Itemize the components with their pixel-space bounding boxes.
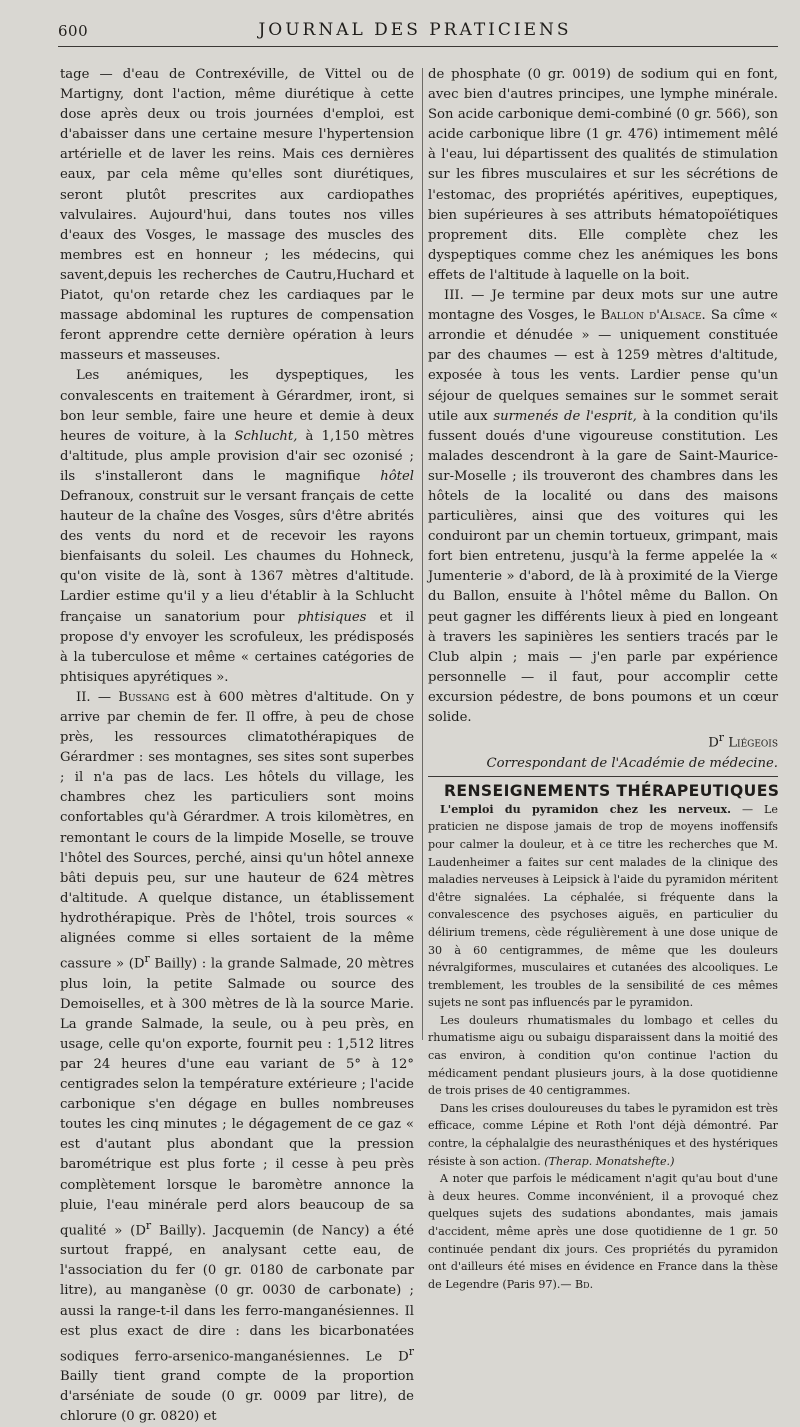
journal-title: JOURNAL DES PRATICIENS bbox=[258, 20, 572, 40]
section-title: RENSEIGNEMENTS THÉRAPEUTIQUES bbox=[444, 781, 780, 800]
text-run: Defranoux, construit sur le versant français de cette hauteur de la chaîne des Vosges, sûrs d'être abrités des vents du nord et de recevoir les rayons bienfaisants du soleil. Les chaumes du Hohneck, qu'on visite de là, sont à 1367 mètres d'altitude. Lardier estime qu'il y a lieu d'établir à la Schlucht française un sanatorium pour bbox=[60, 488, 414, 625]
place-name: Ballon d'Alsace. bbox=[600, 308, 706, 324]
paragraph-pyramidon bbox=[428, 801, 778, 1012]
header-rule bbox=[58, 46, 778, 47]
text-run: Bailly tient grand compte de la proportion d'arséniate de soude (0 gr. 0009 par litre), de chlorure (0 gr. 0820) et bbox=[60, 1369, 414, 1425]
text-run: Les anémiques, les dyspeptiques, les convalescents en traitement à Gérardmer, iront, si bon leur semble, faire une heure et demie à deux heures de voiture, à la bbox=[60, 368, 414, 444]
text-run: Bailly) : la grande Salmade, 20 mètres plus loin, la petite Salmade ou source des Demoiselles, et à 300 mètres de là la source Marie. La grande Salmade, la seule, ou à peu près, en usage, celle qu'on exporte, fournit peu : 1,512 litres par 24 heures d'une eau variant de 5° à 12° centigrades selon la température extérieure ; l'acide carbonique s'en dégage en bulles nombreuses toutes les cinq minutes ; le dégagement de ce gaz « est d'autant plus abondant que la pression barométrique est plus forte ; il cesse à peu près complètement lorsque le baromètre annonce la pluie, l'eau minérale perd alors beaucoup de sa qualité » (D bbox=[60, 956, 414, 1239]
section-number: II. — bbox=[76, 689, 119, 705]
text-run: tage — d'eau de Contrexéville, de Vittel ou de Martigny, dont l'action, même diurétique à cette dose après deux ou trois journées d'emploi, est d'abaisser dans une certaine mesure l'hypertension artérielle et de laver les reins. Mais ces dernières eaux, par cela même qu'elles sont diurétiques, seront plutôt prescrites aux cardiopathes valvulaires. Aujourd'hui, dans toutes nos villes d'eaux des Vosges, le massage des muscles des membres est en honneur ; les médecins, qui savent,depuis les recherches de Cautru,Huchard et Piatot, qu'on retarde chez les cardiaques par le massage abdominal les ruptures de compensation feront apprendre cette dernière opération à leurs masseurs et masseuses. bbox=[60, 67, 414, 364]
text-run: est à 600 mètres d'altitude. On y arrive par chemin de fer. Il offre, à peu de chose près, les ressources climatothérapiques de Gérardmer : ses montagnes, ses sites sont superbes ; il n'a pas de lacs. Les hôtels du village, les chambres chez les particuliers sont moins confortables qu'à Gérardmer. A trois kilomètres, en remontant le cours de la limpide Moselle, se trouve l'hôtel des Sources, perché, ainsi qu'un hôtel annexe bâti depuis peu, sur une hauteur de 624 mètres d'altitude. A quelque distance, un établissement hydrothérapique. Près de l'hôtel, trois sources « alignées comme si elles sortaient de la même cassure » (D bbox=[60, 689, 414, 972]
text-run: — Le praticien ne dispose jamais de trop de moyens inoffensifs pour calmer la douleur, et à ce titre les recherches que M. Laudenheimer a faites sur cent malades de la clinique des maladies nerveuses à Leipsick à l'aide du pyramidon méritent d'être signalées. La céphalée, si fréquente dans la convalescence des psychoses aiguës, en particulier du délirium tremens, cède régulièrement à une dose unique de 30 à 60 centigrammes, de même que les douleurs névralgiformes, musculaires et cutanées des alcooliques. Le tremblement, les troubles de la sensibilité de ces mêmes sujets ne sont pas influencés par le pyramidon. bbox=[428, 802, 778, 1010]
italic-term: Schlucht, bbox=[234, 428, 298, 444]
text-run: III. — Je termine par deux mots sur une autre montagne des Vosges, le bbox=[428, 288, 778, 324]
paragraph-tabes bbox=[428, 1100, 778, 1170]
superscript: r bbox=[145, 1218, 152, 1232]
superscript: r bbox=[144, 952, 150, 966]
author-title: Correspondant de l'Académie de médecine. bbox=[486, 755, 778, 771]
paragraph-gerardmer bbox=[60, 366, 414, 688]
superscript: r bbox=[408, 1344, 414, 1358]
paragraph-ballon bbox=[428, 286, 778, 728]
section-rule bbox=[428, 776, 778, 777]
page-number: 600 bbox=[58, 22, 89, 40]
text-run: à 1,150 mètres d'altitude, plus ample provision d'air sec ozonisé ; ils s'installeront dans le magnifique bbox=[60, 428, 414, 484]
right-column bbox=[428, 65, 778, 1293]
text-run: et il propose d'y envoyer les scrofuleux, les prédisposés à la tuberculose et même « certaines catégories de phtisiques apyrétiques ». bbox=[60, 609, 414, 685]
text-run: Bailly). Jacquemin (de Nancy) a été surtout frappé, en analysant cette eau, de l'association du fer (0 gr. 0180 de carbonate par litre), au manganèse (0 gr. 0030 de carbonate) ; aussi la range-t-il dans les ferro-manganésiennes. Il est plus exact de dire : dans les bicarbonatées sodiques ferro-arsenico-manganésiennes. Le D bbox=[60, 1223, 415, 1365]
column-divider bbox=[422, 68, 423, 1040]
paragraph-bussang bbox=[60, 688, 414, 1427]
text-run: à la condition qu'ils fussent doués d'une vigoureuse constitution. Les malades descendront à la gare de Saint-Maurice-sur-Moselle ; ils trouveront des chambres dans les hôtels de la localité ou dans des maisons particulières, ainsi que des voitures qui les conduiront par un chemin tortueux, grimpant, mais fort bien entretenu, jusqu'à la ferme appelée la « Jumenterie » d'abord, de là à proximité de la Vierge du Ballon, ensuite à l'hôtel même du Ballon. On peut gagner les différents lieux à pied en longeant à travers les sapinières les sentiers tracés par le Club alpin ; mais — j'en parle par expérience personnelle — il faut, pour accomplir cette excursion pédestre, de bons poumons et un cœur solide. bbox=[428, 408, 778, 725]
superscript: r bbox=[718, 731, 725, 745]
text-run: Les douleurs rhumatismales du lombago et celles du rhumatisme aigu ou subaigu disparaissent dans la moitié des cas environ, à condition qu'on continue l'action du médicament pendant plusieurs jours, à la dose quotidienne de trois prises de 40 centigrammes. bbox=[428, 1013, 778, 1098]
paragraph-note bbox=[428, 1170, 778, 1293]
author-signature bbox=[428, 728, 778, 753]
reference: (Therap. Monatshefte.) bbox=[544, 1154, 675, 1168]
paragraph-water-cure bbox=[60, 65, 414, 366]
place-name: Bussang bbox=[118, 689, 170, 705]
text-run: A noter que parfois le médicament n'agit qu'au bout d'une à deux heures. Comme inconvénient, il a provoqué chez quelques sujets des sudations abondantes, mais jamais d'accident, même après une dose quotidienne de 1 gr. 50 continuée pendant dix jours. Ces propriétés du pyramidon ont d'ailleurs été mises en évidence en France dans la thèse de Legendre (Paris 97).— bbox=[428, 1172, 778, 1291]
text-run: D bbox=[708, 735, 719, 751]
page-header bbox=[58, 18, 772, 46]
text-run: Sa cîme « arrondie et dénudée » — uniquement constituée par des chaumes — est à 1259 mètres d'altitude, exposée à tous les vents. Lardier pense qu'un séjour de quelques semaines sur le sommet serait utile aux bbox=[428, 308, 778, 424]
article-heading: L'emploi du pyramidon chez les nerveux. bbox=[440, 802, 732, 816]
text-run: de phosphate (0 gr. 0019) de sodium qui en font, avec bien d'autres principes, une lymphe minérale. Son acide carbonique demi-combiné (0 gr. 566), son acide carbonique libre (1 gr. 476) intimement mêlé à l'eau, lui départissent des qualités de stimulation sur les fibres musculaires et sur les sécrétions de l'estomac, des propriétés apéritives, eupeptiques, bien supérieures à ses attributs hématopoïétiques proprement dits. Elle complète chez les dyspeptiques comme chez les anémiques les bons effets de l'altitude à laquelle on la boit. bbox=[428, 67, 778, 283]
paragraph-bussang-cont bbox=[428, 65, 778, 286]
therapeutics-section bbox=[428, 801, 778, 1294]
paragraph-rhumatisme bbox=[428, 1012, 778, 1100]
author-name: Liégeois bbox=[728, 735, 778, 751]
article-signature: Bd. bbox=[575, 1277, 594, 1291]
text-run: Dans les crises douloureuses du tabes le pyramidon est très efficace, comme Lépine et Roth l'ont déjà démontré. Par contre, la céphalalgie des neurasthéniques et des hystériques résiste à son action. bbox=[428, 1101, 778, 1168]
left-column bbox=[60, 65, 414, 1427]
italic-term: surmenés de l'esprit, bbox=[493, 408, 637, 424]
italic-term: hôtel bbox=[380, 468, 414, 484]
italic-term: phtisiques bbox=[297, 609, 367, 625]
